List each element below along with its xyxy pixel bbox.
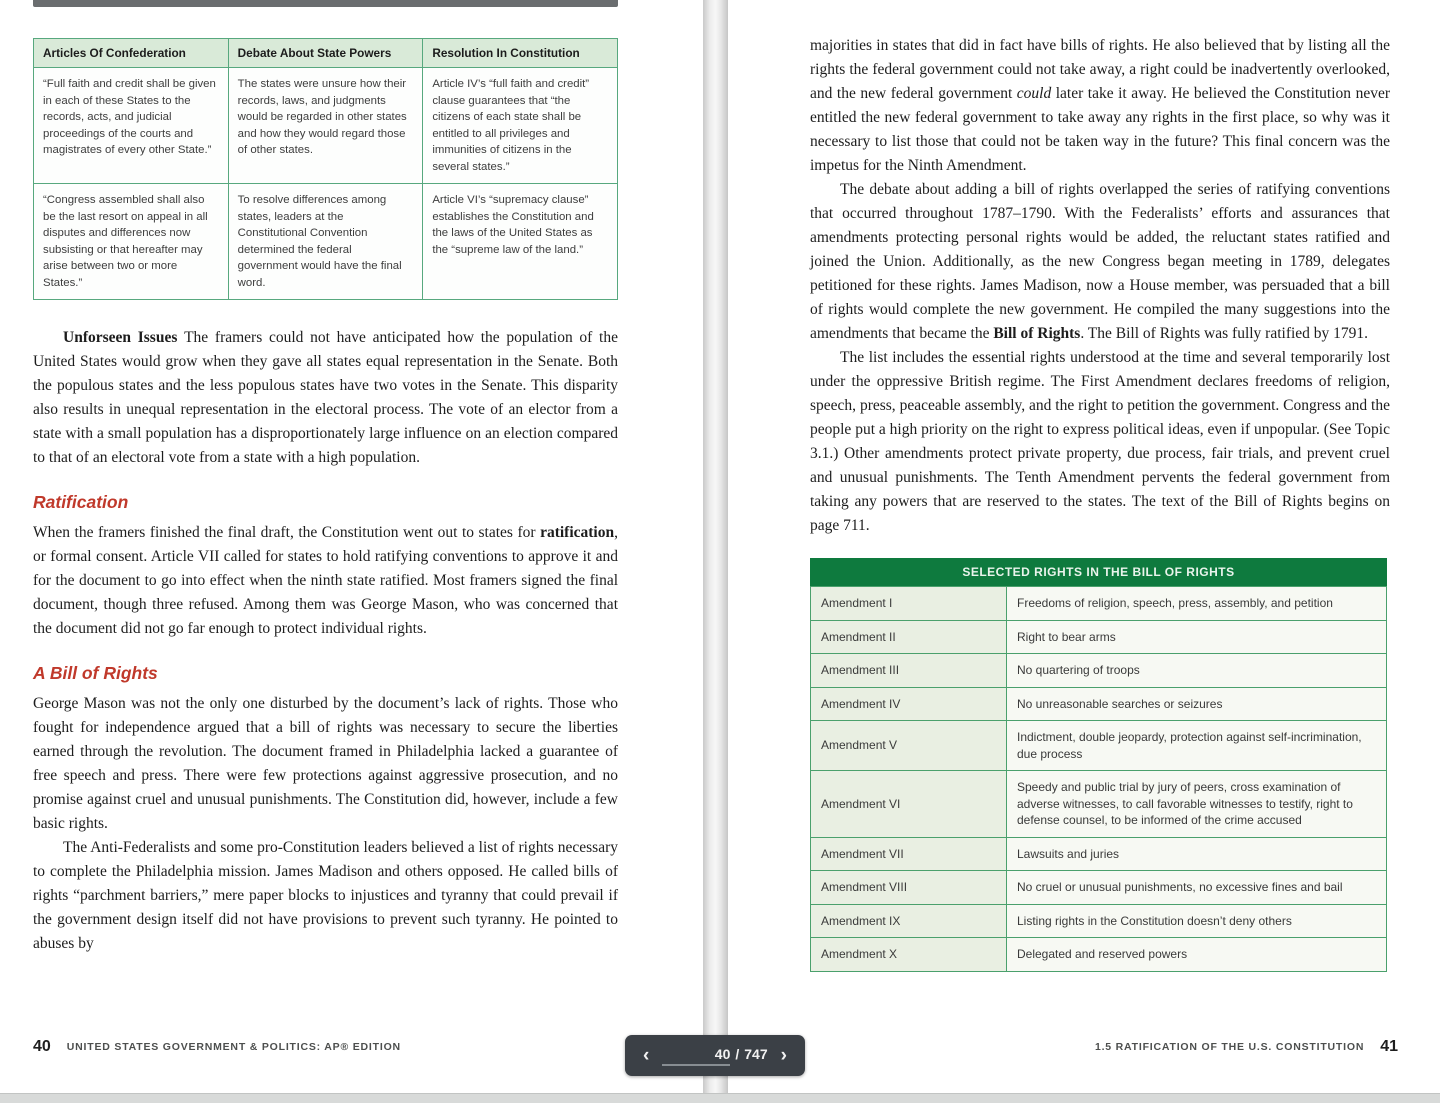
amendment-label: Amendment VII (811, 837, 1007, 871)
table-row (34, 68, 618, 184)
section-heading-ratification: Ratification (33, 492, 129, 512)
amendment-description: Lawsuits and juries (1007, 837, 1387, 871)
table-cell: To resolve differences among states, leaders at the Constitutional Convention determined the federal government would have the final word. (228, 184, 423, 300)
table-row (811, 771, 1387, 838)
table-row (811, 721, 1387, 771)
rights-table (810, 558, 1387, 972)
paragraph-majorities: majorities in states that did in fact have bills of rights. He also believed that by listing all the rights the federal government could not take away, a right could be inadvertently overlooked, and the new federal government could later take it away. He believed the Constitution never entitled the new federal government to take away any rights in the first place, so why was it necessary to list those that could not be taken way in the future? This final concern was the impetus for the Ninth Amendment. (810, 37, 1390, 174)
paragraph-ratification: When the framers finished the final draft, the Constitution went out to states for ratification, or formal consent. Article VII called for states to hold ratifying conventions to approve it and for the document to go into effect when the ninth state ratified. Most framers signed the final document, though three refused. Among them was George Mason, who was concerned that the document did not go far enough to protect individual rights. (33, 524, 618, 637)
section-heading-bill-of-rights: A Bill of Rights (33, 663, 158, 683)
amendment-description: Delegated and reserved powers (1007, 938, 1387, 972)
previous-page-button[interactable] (639, 1044, 653, 1067)
page-count-separator: / (735, 1045, 740, 1062)
table-row (811, 620, 1387, 654)
page-right (728, 0, 1440, 1093)
amendment-description: No cruel or unusual punishments, no excessive fines and bail (1007, 871, 1387, 905)
amendment-label: Amendment IV (811, 687, 1007, 721)
amendment-label: Amendment V (811, 721, 1007, 771)
comparison-table-header-resolution: Resolution In Constitution (423, 39, 618, 68)
table-row (811, 938, 1387, 972)
footer-book-title: UNITED STATES GOVERNMENT & POLITICS: AP® EDITION (66, 1041, 401, 1053)
page-number-input[interactable]: 40 (662, 1046, 730, 1066)
page-left (0, 0, 703, 1093)
footer-left (33, 1038, 401, 1056)
comparison-table (33, 38, 618, 300)
table-cell: “Congress assembled shall also be the last resort on appeal in all disputes and differences now subsisting or that hereafter may arise between two or more States.” (34, 184, 229, 300)
table-row (811, 687, 1387, 721)
comparison-table-header-debate: Debate About State Powers (228, 39, 423, 68)
footer-page-number: 40 (33, 1038, 51, 1055)
page-count-total: 747 (744, 1045, 768, 1062)
amendment-description: Listing rights in the Constitution doesn’t deny others (1007, 904, 1387, 938)
paragraph-debate: The debate about adding a bill of rights overlapped the series of ratifying conventions that occurred throughout 1787–1790. With the Federalists’ efforts and assurances that amendments protecting personal rights would be added, the reluctant states ratified and joined the Union. Additionally, as the new Congress began meeting in 1789, delegates petitioned for these rights. James Madison, now a House member, was persuaded that a bill of rights would complete the new government. He compiled the many suggestions into the amendments that became the Bill of Rights. The Bill of Rights was fully ratified by 1791. (810, 181, 1390, 342)
amendment-label: Amendment X (811, 938, 1007, 972)
viewer-background (0, 1093, 1440, 1103)
paragraph-list-includes: The list includes the essential rights understood at the time and several temporarily lost under the oppressive British regime. The First Amendment declares freedoms of religion, speech, press, peaceable assembly, and the right to petition the government. Congress and the people put a high priority on the right to express political ideas, even if unpopular. (See Topic 3.1.) Other amendments protect private property, due process, fair trials, and prevent cruel and unusual punishments. The Tenth Amendment pervents the federal government from taking any powers that are reserved to the states. The text of the Bill of Rights begins on page 711. (810, 349, 1390, 534)
amendment-description: Speedy and public trial by jury of peers, cross examination of adverse witnesses, to call favorable witnesses to testify, right to defense counsel, to be informed of the crime accused (1007, 771, 1387, 838)
chevron-right-icon: › (780, 1045, 787, 1066)
amendment-label: Amendment VI (811, 771, 1007, 838)
table-row (811, 871, 1387, 905)
comparison-table-header-articles: Articles Of Confederation (34, 39, 229, 68)
amendment-label: Amendment IX (811, 904, 1007, 938)
amendment-label: Amendment I (811, 587, 1007, 621)
page-indicator (662, 1046, 767, 1066)
footer-right (1095, 1038, 1398, 1056)
amendment-label: Amendment II (811, 620, 1007, 654)
paragraph-bill-of-rights-1: George Mason was not the only one disturbed by the document’s lack of rights. Those who fought for independence argued that a bill of rights was necessary to secure the liberties earned through the revolution. The document framed in Philadelphia lacked a guarantee of free speech and press. There were few protections against aggressive prosecution, and no promise against cruel and unusual punishments. The Constitution did, however, include a few basic rights. (33, 695, 618, 832)
amendment-description: Freedoms of religion, speech, press, assembly, and petition (1007, 587, 1387, 621)
page-navigation (625, 1035, 805, 1076)
table-row (811, 904, 1387, 938)
amendment-description: Indictment, double jeopardy, protection against self-incrimination, due process (1007, 721, 1387, 771)
footer-page-number: 41 (1380, 1038, 1398, 1055)
paragraph-bill-of-rights-2: The Anti-Federalists and some pro-Constitution leaders believed a list of rights necessary to complete the Philadelphia mission. James Madison and others opposed. He called bills of rights “parchment barriers,” mere paper blocks to injustices and tyranny that could prevail if the government design itself did not have provisions to prevent such tyranny. He pointed to abuses by (33, 839, 618, 952)
page-gutter (703, 0, 728, 1093)
amendment-description: No unreasonable searches or seizures (1007, 687, 1387, 721)
amendment-description: Right to bear arms (1007, 620, 1387, 654)
table-row (811, 837, 1387, 871)
comparison-table-header-row (34, 39, 618, 68)
table-cell: Article IV’s “full faith and credit” clause guarantees that “the citizens of each state shall be entitled to all privileges and immunities of citizens in the several states.” (423, 68, 618, 184)
rights-table-title: SELECTED RIGHTS IN THE BILL OF RIGHTS (810, 558, 1387, 586)
table-cell: “Full faith and credit shall be given in each of these States to the records, acts, and judicial proceedings of the courts and magistrates of every other State.” (34, 68, 229, 184)
table-row (34, 184, 618, 300)
amendment-description: No quartering of troops (1007, 654, 1387, 688)
amendment-label: Amendment III (811, 654, 1007, 688)
table-row (811, 654, 1387, 688)
amendment-label: Amendment VIII (811, 871, 1007, 905)
table-cell: The states were unsure how their records, laws, and judgments would be regarded in other states and how they would regard those of other states. (228, 68, 423, 184)
paragraph-unforeseen-issues: Unforseen Issues The framers could not have anticipated how the population of the United States would grow when they gave all states equal representation in the Senate. Both the populous states and the less populous states have two votes in the Senate. This disparity also results in unequal representation in the electoral process. The vote of an elector from a state with a small population has a disproportionately large influence on an election compared to that of an electoral vote from a state with a high population. (33, 329, 618, 466)
chevron-left-icon: ‹ (643, 1045, 650, 1066)
footer-section-title: 1.5 RATIFICATION OF THE U.S. CONSTITUTION (1094, 1041, 1365, 1053)
next-page-button[interactable] (777, 1044, 791, 1067)
table-row (811, 587, 1387, 621)
table-cell: Article VI’s “supremacy clause” establishes the Constitution and the laws of the United States as the “supreme law of the land.” (423, 184, 618, 300)
